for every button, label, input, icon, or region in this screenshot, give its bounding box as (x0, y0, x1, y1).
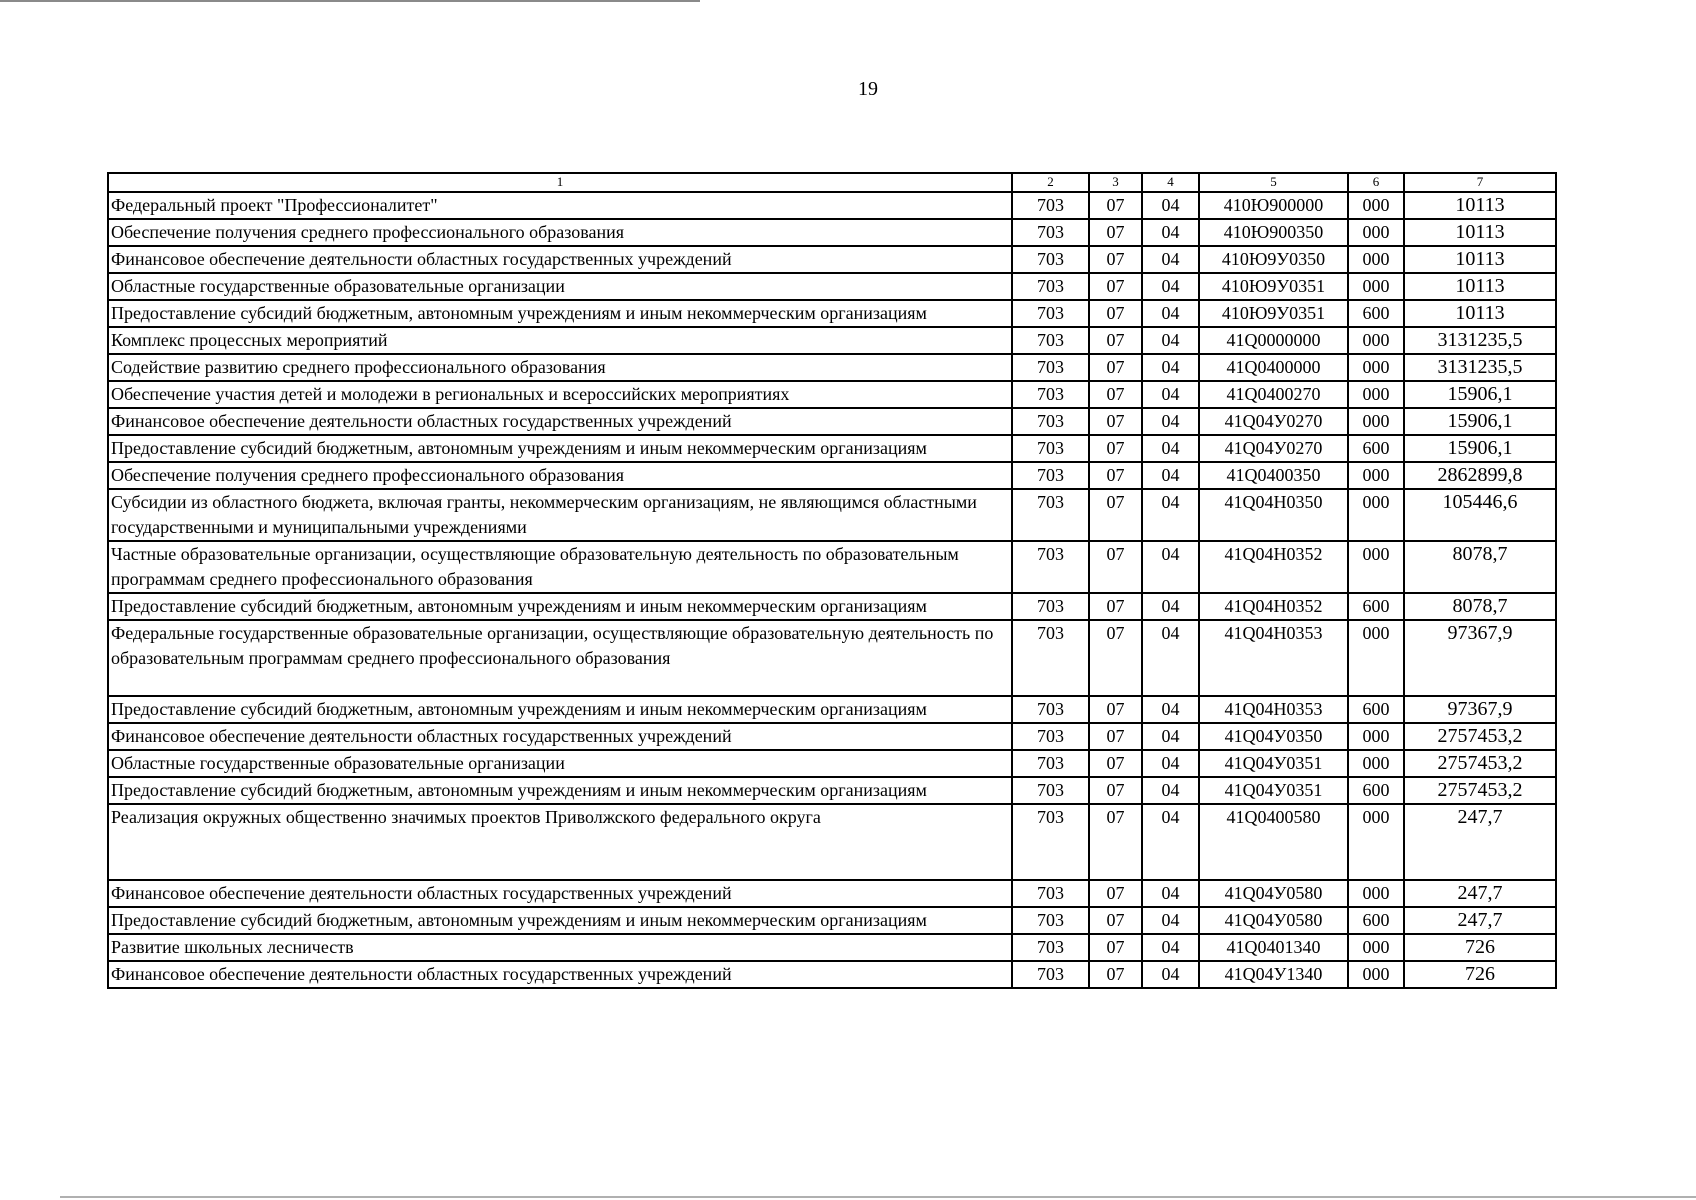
table-row (108, 408, 1556, 435)
row-code-6: 000 (1348, 219, 1404, 246)
row-code-3: 07 (1089, 750, 1142, 777)
row-name: Областные государственные образовательные организации (108, 750, 1012, 777)
table-row (108, 192, 1556, 219)
row-name: Предоставление субсидий бюджетным, автономным учреждениям и иным некоммерческим организациям (108, 777, 1012, 804)
row-code-4: 04 (1142, 961, 1199, 988)
row-code-3: 07 (1089, 593, 1142, 620)
row-code-4: 04 (1142, 777, 1199, 804)
budget-table (107, 172, 1557, 989)
row-code-5: 41Q0400580 (1199, 804, 1348, 880)
row-code-3: 07 (1089, 192, 1142, 219)
row-code-4: 04 (1142, 435, 1199, 462)
row-code-4: 04 (1142, 354, 1199, 381)
row-name: Частные образовательные организации, осуществляющие образовательную деятельность по образовательным программам среднего профессионального образования (108, 541, 1012, 593)
row-code-3: 07 (1089, 435, 1142, 462)
row-code-2: 703 (1012, 777, 1089, 804)
row-name: Финансовое обеспечение деятельности областных государственных учреждений (108, 961, 1012, 988)
row-code-6: 000 (1348, 750, 1404, 777)
row-amount: 8078,7 (1404, 593, 1556, 620)
row-code-4: 04 (1142, 620, 1199, 696)
row-code-4: 04 (1142, 246, 1199, 273)
row-amount: 105446,6 (1404, 489, 1556, 541)
table-row (108, 354, 1556, 381)
row-amount: 726 (1404, 934, 1556, 961)
row-code-4: 04 (1142, 300, 1199, 327)
row-code-2: 703 (1012, 489, 1089, 541)
row-amount: 2862899,8 (1404, 462, 1556, 489)
row-name: Предоставление субсидий бюджетным, автономным учреждениям и иным некоммерческим организациям (108, 300, 1012, 327)
row-name: Комплекс процессных мероприятий (108, 327, 1012, 354)
row-code-2: 703 (1012, 961, 1089, 988)
row-code-2: 703 (1012, 219, 1089, 246)
row-code-2: 703 (1012, 408, 1089, 435)
row-name: Федеральные государственные образовательные организации, осуществляющие образовательную деятельность по образовательным программам среднего профессионального образования (108, 620, 1012, 696)
row-code-5: 41Q04H0350 (1199, 489, 1348, 541)
row-amount: 3131235,5 (1404, 354, 1556, 381)
row-code-4: 04 (1142, 489, 1199, 541)
row-code-3: 07 (1089, 219, 1142, 246)
header-col-4: 4 (1142, 173, 1199, 192)
row-name: Предоставление субсидий бюджетным, автономным учреждениям и иным некоммерческим организациям (108, 593, 1012, 620)
header-col-3: 3 (1089, 173, 1142, 192)
table-row (108, 273, 1556, 300)
table-row (108, 462, 1556, 489)
row-name: Предоставление субсидий бюджетным, автономным учреждениям и иным некоммерческим организациям (108, 435, 1012, 462)
row-name: Предоставление субсидий бюджетным, автономным учреждениям и иным некоммерческим организациям (108, 907, 1012, 934)
row-code-2: 703 (1012, 327, 1089, 354)
table-row (108, 696, 1556, 723)
row-code-5: 410Ю9У0350 (1199, 246, 1348, 273)
table-row (108, 961, 1556, 988)
row-code-5: 41Q04H0353 (1199, 696, 1348, 723)
row-name: Реализация окружных общественно значимых проектов Приволжского федерального округа (108, 804, 1012, 880)
row-amount: 97367,9 (1404, 696, 1556, 723)
row-name: Субсидии из областного бюджета, включая гранты, некоммерческим организациям, не являющимся областными государственными и муниципальными учреждениями (108, 489, 1012, 541)
row-code-4: 04 (1142, 907, 1199, 934)
table-row (108, 750, 1556, 777)
row-code-3: 07 (1089, 804, 1142, 880)
row-code-4: 04 (1142, 934, 1199, 961)
row-code-5: 410Ю9У0351 (1199, 300, 1348, 327)
table-row (108, 489, 1556, 541)
table-row (108, 907, 1556, 934)
row-code-3: 07 (1089, 408, 1142, 435)
scan-edge-top (0, 0, 700, 2)
row-code-5: 41Q04H0352 (1199, 593, 1348, 620)
row-name: Обеспечение участия детей и молодежи в региональных и всероссийских мероприятиях (108, 381, 1012, 408)
row-code-6: 000 (1348, 273, 1404, 300)
row-amount: 247,7 (1404, 880, 1556, 907)
header-col-7: 7 (1404, 173, 1556, 192)
row-amount: 10113 (1404, 246, 1556, 273)
header-col-6: 6 (1348, 173, 1404, 192)
row-amount: 2757453,2 (1404, 750, 1556, 777)
row-code-6: 600 (1348, 435, 1404, 462)
row-code-6: 000 (1348, 489, 1404, 541)
row-amount: 247,7 (1404, 804, 1556, 880)
row-code-3: 07 (1089, 462, 1142, 489)
table-row (108, 246, 1556, 273)
table-header (108, 173, 1556, 192)
row-code-2: 703 (1012, 462, 1089, 489)
row-code-6: 000 (1348, 620, 1404, 696)
table-row (108, 777, 1556, 804)
row-code-3: 07 (1089, 354, 1142, 381)
row-code-3: 07 (1089, 696, 1142, 723)
row-code-2: 703 (1012, 593, 1089, 620)
row-code-2: 703 (1012, 696, 1089, 723)
row-code-4: 04 (1142, 219, 1199, 246)
row-code-5: 41Q04H0353 (1199, 620, 1348, 696)
row-amount: 8078,7 (1404, 541, 1556, 593)
row-code-2: 703 (1012, 804, 1089, 880)
row-code-2: 703 (1012, 620, 1089, 696)
row-code-2: 703 (1012, 273, 1089, 300)
scan-edge-bottom (60, 1196, 1696, 1198)
row-code-5: 41Q04У0270 (1199, 435, 1348, 462)
row-amount: 3131235,5 (1404, 327, 1556, 354)
row-code-6: 000 (1348, 192, 1404, 219)
row-code-5: 41Q0400000 (1199, 354, 1348, 381)
row-amount: 15906,1 (1404, 408, 1556, 435)
page-number: 19 (858, 78, 878, 100)
row-code-3: 07 (1089, 907, 1142, 934)
row-code-4: 04 (1142, 192, 1199, 219)
row-amount: 10113 (1404, 219, 1556, 246)
row-code-6: 600 (1348, 777, 1404, 804)
row-code-6: 600 (1348, 300, 1404, 327)
row-code-2: 703 (1012, 435, 1089, 462)
row-code-2: 703 (1012, 192, 1089, 219)
table-row (108, 541, 1556, 593)
row-code-3: 07 (1089, 961, 1142, 988)
row-code-6: 600 (1348, 593, 1404, 620)
row-code-5: 41Q04У0351 (1199, 777, 1348, 804)
row-amount: 97367,9 (1404, 620, 1556, 696)
row-code-6: 000 (1348, 723, 1404, 750)
row-code-3: 07 (1089, 246, 1142, 273)
table-body (108, 192, 1556, 988)
row-code-4: 04 (1142, 462, 1199, 489)
table-row (108, 934, 1556, 961)
row-amount: 10113 (1404, 300, 1556, 327)
row-code-6: 000 (1348, 246, 1404, 273)
row-code-3: 07 (1089, 934, 1142, 961)
row-code-6: 000 (1348, 804, 1404, 880)
header-col-5: 5 (1199, 173, 1348, 192)
row-code-5: 41Q0400270 (1199, 381, 1348, 408)
row-name: Предоставление субсидий бюджетным, автономным учреждениям и иным некоммерческим организациям (108, 696, 1012, 723)
row-code-2: 703 (1012, 354, 1089, 381)
row-code-3: 07 (1089, 300, 1142, 327)
row-code-6: 000 (1348, 354, 1404, 381)
row-code-5: 41Q04У0270 (1199, 408, 1348, 435)
row-code-5: 41Q04У0351 (1199, 750, 1348, 777)
row-code-2: 703 (1012, 381, 1089, 408)
row-code-6: 000 (1348, 541, 1404, 593)
row-code-6: 000 (1348, 381, 1404, 408)
row-code-4: 04 (1142, 381, 1199, 408)
row-code-2: 703 (1012, 907, 1089, 934)
row-code-5: 41Q04У1340 (1199, 961, 1348, 988)
row-amount: 10113 (1404, 192, 1556, 219)
row-code-5: 410Ю900350 (1199, 219, 1348, 246)
row-code-5: 41Q04У0350 (1199, 723, 1348, 750)
row-name: Финансовое обеспечение деятельности областных государственных учреждений (108, 723, 1012, 750)
row-code-4: 04 (1142, 327, 1199, 354)
row-code-5: 41Q04H0352 (1199, 541, 1348, 593)
row-code-3: 07 (1089, 777, 1142, 804)
row-name: Содействие развитию среднего профессионального образования (108, 354, 1012, 381)
row-code-4: 04 (1142, 723, 1199, 750)
row-code-3: 07 (1089, 880, 1142, 907)
header-col-1: 1 (108, 173, 1012, 192)
row-code-3: 07 (1089, 273, 1142, 300)
row-amount: 726 (1404, 961, 1556, 988)
row-code-6: 000 (1348, 934, 1404, 961)
row-name: Финансовое обеспечение деятельности областных государственных учреждений (108, 408, 1012, 435)
table-row (108, 435, 1556, 462)
row-code-2: 703 (1012, 300, 1089, 327)
row-code-3: 07 (1089, 541, 1142, 593)
table-row (108, 723, 1556, 750)
table-row (108, 620, 1556, 696)
table-row (108, 300, 1556, 327)
row-code-6: 000 (1348, 462, 1404, 489)
row-code-5: 41Q0401340 (1199, 934, 1348, 961)
row-code-2: 703 (1012, 880, 1089, 907)
row-code-6: 000 (1348, 961, 1404, 988)
row-code-3: 07 (1089, 327, 1142, 354)
row-code-4: 04 (1142, 804, 1199, 880)
row-code-5: 410Ю900000 (1199, 192, 1348, 219)
row-code-3: 07 (1089, 723, 1142, 750)
row-code-4: 04 (1142, 541, 1199, 593)
row-code-3: 07 (1089, 381, 1142, 408)
table-row (108, 327, 1556, 354)
row-code-6: 000 (1348, 327, 1404, 354)
row-amount: 15906,1 (1404, 435, 1556, 462)
table-row (108, 880, 1556, 907)
row-amount: 10113 (1404, 273, 1556, 300)
row-code-2: 703 (1012, 934, 1089, 961)
row-code-2: 703 (1012, 541, 1089, 593)
header-row (108, 173, 1556, 192)
row-amount: 2757453,2 (1404, 777, 1556, 804)
table-row (108, 804, 1556, 880)
table-row (108, 381, 1556, 408)
table-row (108, 219, 1556, 246)
row-name: Финансовое обеспечение деятельности областных государственных учреждений (108, 246, 1012, 273)
row-code-5: 41Q04У0580 (1199, 907, 1348, 934)
row-code-6: 600 (1348, 696, 1404, 723)
row-code-2: 703 (1012, 723, 1089, 750)
row-code-2: 703 (1012, 750, 1089, 777)
header-col-2: 2 (1012, 173, 1089, 192)
row-code-4: 04 (1142, 593, 1199, 620)
row-code-3: 07 (1089, 489, 1142, 541)
row-amount: 2757453,2 (1404, 723, 1556, 750)
row-amount: 247,7 (1404, 907, 1556, 934)
row-name: Федеральный проект "Профессионалитет" (108, 192, 1012, 219)
row-code-6: 000 (1348, 408, 1404, 435)
row-code-5: 41Q0000000 (1199, 327, 1348, 354)
row-code-4: 04 (1142, 880, 1199, 907)
row-code-4: 04 (1142, 750, 1199, 777)
table-row (108, 593, 1556, 620)
row-name: Областные государственные образовательные организации (108, 273, 1012, 300)
row-code-6: 000 (1348, 880, 1404, 907)
row-code-4: 04 (1142, 273, 1199, 300)
row-name: Развитие школьных лесничеств (108, 934, 1012, 961)
row-code-2: 703 (1012, 246, 1089, 273)
row-code-5: 41Q0400350 (1199, 462, 1348, 489)
row-code-5: 410Ю9У0351 (1199, 273, 1348, 300)
row-amount: 15906,1 (1404, 381, 1556, 408)
row-name: Обеспечение получения среднего профессионального образования (108, 219, 1012, 246)
row-code-4: 04 (1142, 696, 1199, 723)
row-code-6: 600 (1348, 907, 1404, 934)
row-code-3: 07 (1089, 620, 1142, 696)
row-name: Обеспечение получения среднего профессионального образования (108, 462, 1012, 489)
row-code-4: 04 (1142, 408, 1199, 435)
row-code-5: 41Q04У0580 (1199, 880, 1348, 907)
row-name: Финансовое обеспечение деятельности областных государственных учреждений (108, 880, 1012, 907)
